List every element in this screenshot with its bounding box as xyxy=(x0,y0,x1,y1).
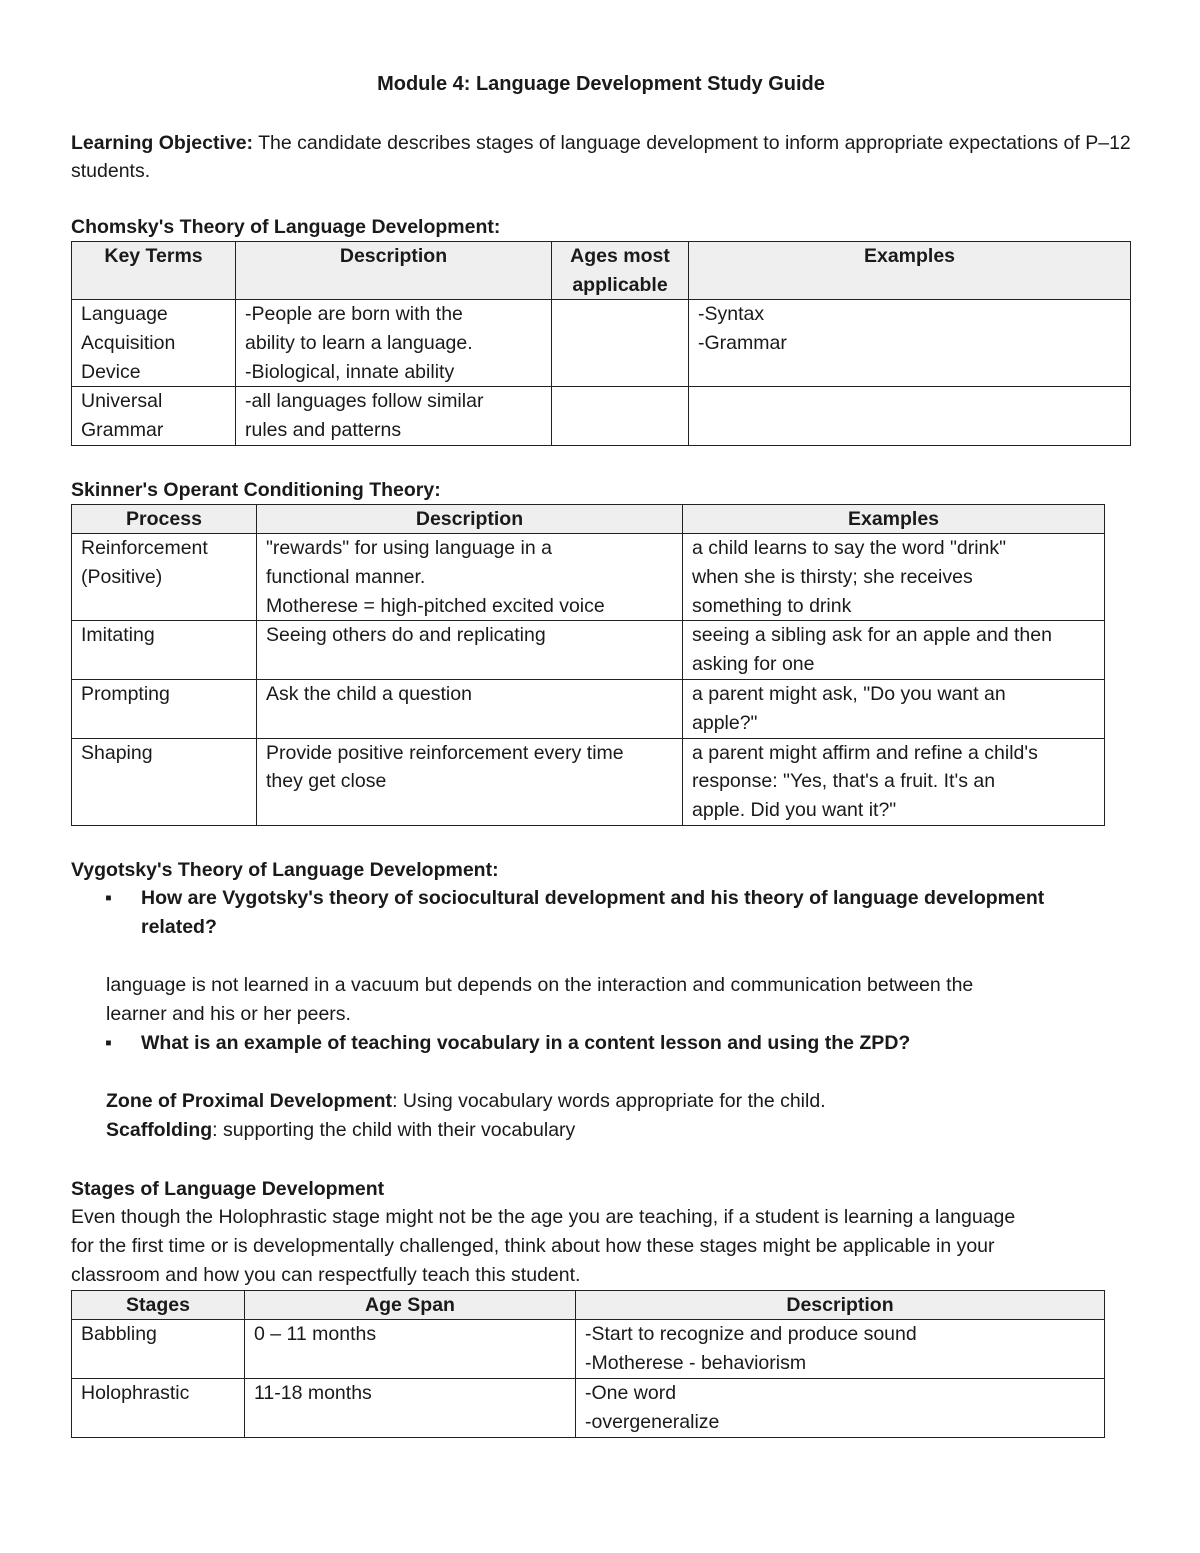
table-row xyxy=(72,387,1131,446)
cell-text: Provide positive reinforcement every time xyxy=(266,741,624,764)
cell-text: rules and patterns xyxy=(245,419,402,442)
cell-text: Motherese = high-pitched excited voice xyxy=(266,594,605,617)
examples-cell xyxy=(683,533,1105,620)
bullet-icon: ▪ xyxy=(105,886,112,909)
age-cell: 11-18 months xyxy=(245,1379,576,1438)
table-row xyxy=(72,300,1131,387)
table-row xyxy=(72,621,1105,680)
cell-text: -Grammar xyxy=(698,331,787,354)
cell-text: something to drink xyxy=(692,594,852,617)
intro-line: Even though the Holophrastic stage might not be the age you are teaching, if a student is learning a language xyxy=(71,1205,1016,1228)
cell-text: -all languages follow similar xyxy=(245,390,484,413)
stages-heading: Stages of Language Development xyxy=(71,1177,385,1200)
cell-text: Language xyxy=(81,303,168,325)
column-header: Description xyxy=(236,242,552,300)
cell-text: apple. Did you want it?" xyxy=(692,799,897,822)
description-cell xyxy=(236,300,552,387)
intro-line: classroom and how you can respectfully teach this student. xyxy=(71,1263,581,1286)
bullet-icon: ▪ xyxy=(105,1031,112,1054)
examples-cell xyxy=(683,738,1105,825)
ages-cell xyxy=(552,387,689,446)
objective-label: Learning Objective: xyxy=(71,132,254,154)
cell-text: ability to learn a language. xyxy=(245,331,473,354)
stages-table xyxy=(71,1290,1105,1438)
skinner-table xyxy=(71,504,1105,826)
examples-cell xyxy=(689,300,1131,387)
vygotsky-heading: Vygotsky's Theory of Language Development: xyxy=(71,858,499,881)
column-header: Key Terms xyxy=(72,242,236,300)
chomsky-heading: Chomsky's Theory of Language Development: xyxy=(71,216,501,238)
cell-text: Prompting xyxy=(81,682,170,705)
cell-text: Universal xyxy=(81,390,163,413)
answer-text xyxy=(71,971,1131,1029)
scaffolding-label: Scaffolding xyxy=(106,1118,213,1141)
cell-text: -One word xyxy=(585,1382,677,1405)
stages-intro xyxy=(71,1203,1131,1290)
process-cell xyxy=(72,738,257,825)
description-cell xyxy=(257,533,683,620)
cell-text: Reinforcement xyxy=(81,536,208,559)
column-header: Description xyxy=(576,1290,1105,1320)
description-cell xyxy=(576,1320,1105,1379)
column-header: Ages most applicable xyxy=(552,242,689,300)
zpd-definition xyxy=(71,1087,1131,1116)
column-header: Examples xyxy=(689,242,1131,300)
column-header: Stages xyxy=(72,1290,245,1320)
learning-objective xyxy=(71,129,1131,185)
term-cell xyxy=(72,387,236,446)
term-cell xyxy=(72,300,236,387)
column-header: Process xyxy=(72,504,257,533)
objective-text: The candidate describes stages of language development to inform appropriate expectations of P–12 students. xyxy=(71,132,1131,182)
examples-cell xyxy=(683,621,1105,680)
cell-text: -Motherese - behaviorism xyxy=(585,1352,807,1375)
cell-text: response: "Yes, that's a fruit. It's an xyxy=(692,770,996,793)
table-header-row xyxy=(72,242,1131,300)
table-header-row xyxy=(72,504,1105,533)
document-page xyxy=(71,70,1131,1438)
description-cell xyxy=(236,387,552,446)
cell-text: apple?" xyxy=(692,711,758,734)
cell-text: -Syntax xyxy=(698,303,765,325)
scaffolding-text: : supporting the child with their vocabulary xyxy=(212,1118,576,1141)
question-list xyxy=(71,1029,1131,1058)
answer-line: language is not learned in a vacuum but depends on the interaction and communication between the xyxy=(106,973,974,996)
table-row xyxy=(72,738,1105,825)
cell-text: asking for one xyxy=(692,653,815,676)
process-cell xyxy=(72,533,257,620)
intro-line: for the first time or is developmentally challenged, think about how these stages might be applicable in your xyxy=(71,1234,995,1257)
cell-text: Acquisition xyxy=(81,331,176,354)
cell-text: Shaping xyxy=(81,741,153,764)
cell-text: seeing a sibling ask for an apple and then xyxy=(692,624,1052,647)
cell-text: Seeing others do and replicating xyxy=(266,624,546,647)
list-item xyxy=(71,1029,1131,1058)
zpd-label: Zone of Proximal Development xyxy=(106,1089,393,1112)
table-row xyxy=(72,533,1105,620)
zpd-text: : Using vocabulary words appropriate for the child. xyxy=(392,1089,826,1112)
page-title: Module 4: Language Development Study Guide xyxy=(377,73,825,95)
cell-text: they get close xyxy=(266,770,387,793)
cell-text: (Positive) xyxy=(81,565,163,588)
cell-text: -overgeneralize xyxy=(585,1410,720,1433)
stage-cell: Holophrastic xyxy=(72,1379,245,1438)
column-header: Description xyxy=(257,504,683,533)
cell-text: Ask the child a question xyxy=(266,682,472,705)
description-cell xyxy=(257,621,683,680)
question-text: related? xyxy=(141,915,217,938)
age-cell: 0 – 11 months xyxy=(245,1320,576,1379)
examples-cell xyxy=(689,387,1131,446)
ages-cell xyxy=(552,300,689,387)
cell-text: when she is thirsty; she receives xyxy=(692,565,973,588)
cell-text: functional manner. xyxy=(266,565,426,588)
cell-text: a child learns to say the word "drink" xyxy=(692,536,1007,559)
cell-text: "rewards" for using language in a xyxy=(266,536,552,559)
column-header: Examples xyxy=(683,504,1105,533)
cell-text: Grammar xyxy=(81,419,164,442)
skinner-heading: Skinner's Operant Conditioning Theory: xyxy=(71,478,441,501)
cell-text: Device xyxy=(81,360,141,383)
scaffolding-definition xyxy=(71,1116,1131,1145)
examples-cell xyxy=(683,679,1105,738)
cell-text: -Biological, innate ability xyxy=(245,360,455,383)
table-row xyxy=(72,1379,1105,1438)
process-cell xyxy=(72,621,257,680)
question-list xyxy=(71,884,1131,942)
description-cell xyxy=(257,679,683,738)
stage-cell: Babbling xyxy=(72,1320,245,1379)
description-cell xyxy=(257,738,683,825)
answer-line: learner and his or her peers. xyxy=(106,1002,351,1025)
question-text: How are Vygotsky's theory of sociocultural development and his theory of language development xyxy=(141,886,1045,909)
cell-text: a parent might affirm and refine a child's xyxy=(692,741,1038,764)
description-cell xyxy=(576,1379,1105,1438)
table-row xyxy=(72,1320,1105,1379)
table-row xyxy=(72,679,1105,738)
list-item xyxy=(71,884,1131,942)
column-header: Age Span xyxy=(245,1290,576,1320)
cell-text: -People are born with the xyxy=(245,303,463,325)
cell-text: -Start to recognize and produce sound xyxy=(585,1323,917,1346)
table-header-row xyxy=(72,1290,1105,1320)
cell-text: a parent might ask, "Do you want an xyxy=(692,682,1006,705)
process-cell xyxy=(72,679,257,738)
question-text: What is an example of teaching vocabulary in a content lesson and using the ZPD? xyxy=(141,1031,911,1054)
cell-text: Imitating xyxy=(81,624,155,647)
chomsky-table xyxy=(71,241,1131,446)
